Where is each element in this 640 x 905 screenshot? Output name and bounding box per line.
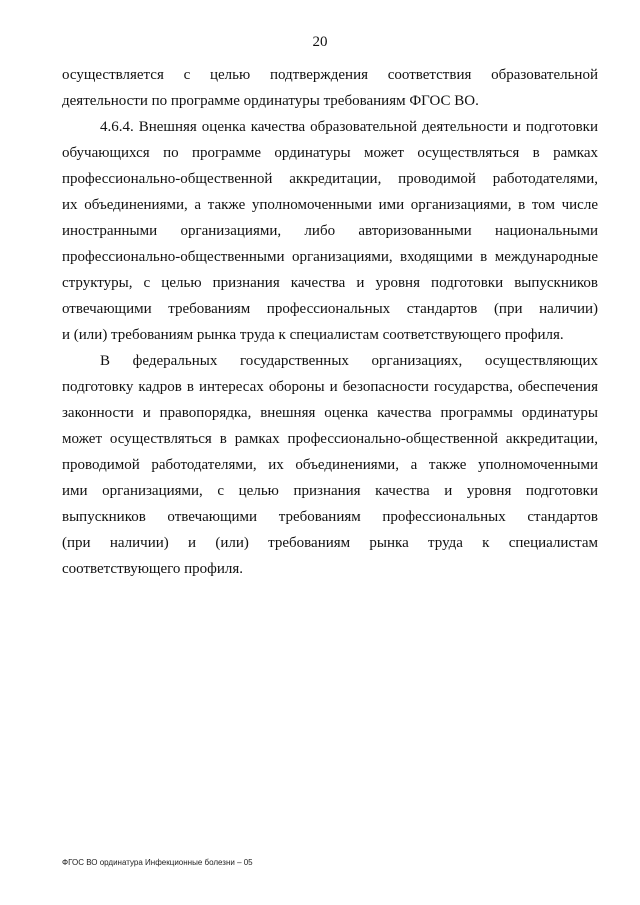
text-line: может осуществляться в рамках профессионально-общественной аккредитации, [62, 431, 598, 447]
page-number: 20 [312, 34, 328, 50]
text-line: иностранными организациями, либо авторизованными национальными [62, 223, 598, 239]
text-line: подготовку кадров в интересах обороны и безопасности государства, обеспечения [62, 379, 598, 395]
text-line: проводимой работодателями, их объединениями, а также уполномоченными [62, 457, 598, 473]
text-line: профессионально-общественной аккредитации, проводимой работодателями, [62, 171, 598, 187]
document-body [62, 62, 598, 582]
text-line: соответствующего профиля. [62, 561, 244, 577]
text-line: 4.6.4. Внешняя оценка качества образовательной деятельности и подготовки [100, 119, 598, 135]
text-line: ими организациями, с целью признания качества и уровня подготовки [62, 483, 598, 499]
document-footer: ФГОС ВО ординатура Инфекционные болезни – 05 [62, 858, 253, 867]
text-line: В федеральных государственных организациях, осуществляющих [100, 353, 598, 369]
paragraph-3 [62, 348, 598, 582]
text-line: и (или) требованиям рынка труда к специалистам соответствующего профиля. [62, 327, 564, 343]
text-line: осуществляется с целью подтверждения соответствия образовательной [62, 67, 598, 83]
text-line: профессионально-общественными организациями, входящими в международные [62, 249, 598, 265]
paragraph-1 [62, 62, 598, 114]
text-line: структуры, с целью признания качества и уровня подготовки выпускников [62, 275, 598, 291]
text-line: их объединениями, а также уполномоченными ими организациями, в том числе [62, 197, 598, 213]
text-line: обучающихся по программе ординатуры может осуществляться в рамках [62, 145, 598, 161]
text-line: выпускников отвечающими требованиям профессиональных стандартов [62, 509, 598, 525]
text-line: (при наличии) и (или) требованиям рынка труда к специалистам [62, 535, 598, 551]
text-line: отвечающими требованиям профессиональных стандартов (при наличии) [62, 301, 598, 317]
text-line: деятельности по программе ординатуры требованиям ФГОС ВО. [62, 93, 479, 109]
text-line: законности и правопорядка, внешняя оценка качества программы ординатуры [62, 405, 598, 421]
paragraph-2 [62, 114, 598, 348]
